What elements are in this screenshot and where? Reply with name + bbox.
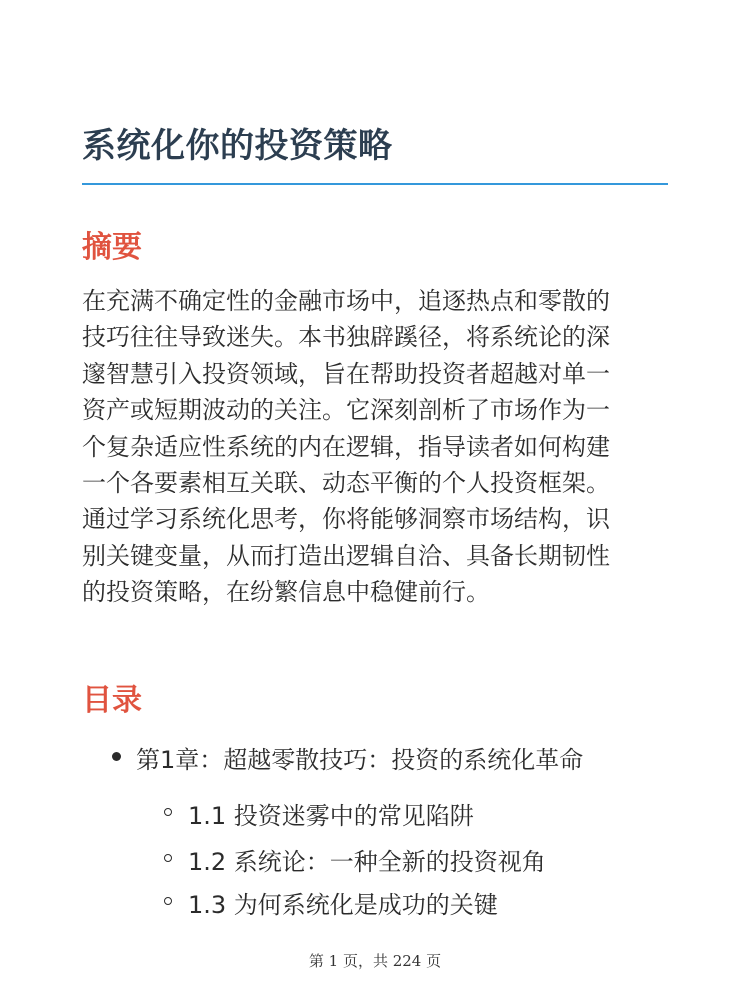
abstract-line: 个复杂适应性系统的内在逻辑，指导读者如何构建 xyxy=(82,432,610,461)
abstract-paragraph xyxy=(82,283,672,611)
toc-section-item[interactable]: 1.3 为何系统化是成功的关键 xyxy=(188,891,498,919)
toc-section-item[interactable]: 1.1 投资迷雾中的常见陷阱 xyxy=(188,802,474,830)
document-title: 系统化你的投资策略 xyxy=(82,126,393,166)
abstract-line: 邃智慧引入投资领域，旨在帮助投资者超越对单一 xyxy=(82,359,610,388)
toc-chapter-item[interactable]: 第1章：超越零散技巧：投资的系统化革命 xyxy=(136,746,584,774)
abstract-heading: 摘要 xyxy=(82,230,142,265)
bullet-circle-icon xyxy=(164,808,172,816)
abstract-line: 资产或短期波动的关注。它深刻剖析了市场作为一 xyxy=(82,396,610,425)
title-divider xyxy=(82,183,668,185)
page-number-footer: 第 1 页，共 224 页 xyxy=(308,952,442,970)
abstract-line: 一个各要素相互关联、动态平衡的个人投资框架。 xyxy=(82,469,610,498)
toc-section-item[interactable]: 1.2 系统论：一种全新的投资视角 xyxy=(188,848,546,876)
toc-heading: 目录 xyxy=(82,683,142,718)
bullet-circle-icon xyxy=(164,897,172,905)
abstract-line: 别关键变量，从而打造出逻辑自洽、具备长期韧性 xyxy=(82,541,610,570)
abstract-line: 通过学习系统化思考，你将能够洞察市场结构，识 xyxy=(82,505,610,534)
abstract-line: 的投资策略，在纷繁信息中稳健前行。 xyxy=(82,578,490,607)
abstract-line: 技巧往往导致迷失。本书独辟蹊径，将系统论的深 xyxy=(82,323,610,352)
bullet-circle-icon xyxy=(164,854,172,862)
bullet-disc-icon xyxy=(112,752,121,761)
abstract-line: 在充满不确定性的金融市场中，追逐热点和零散的 xyxy=(82,287,610,315)
